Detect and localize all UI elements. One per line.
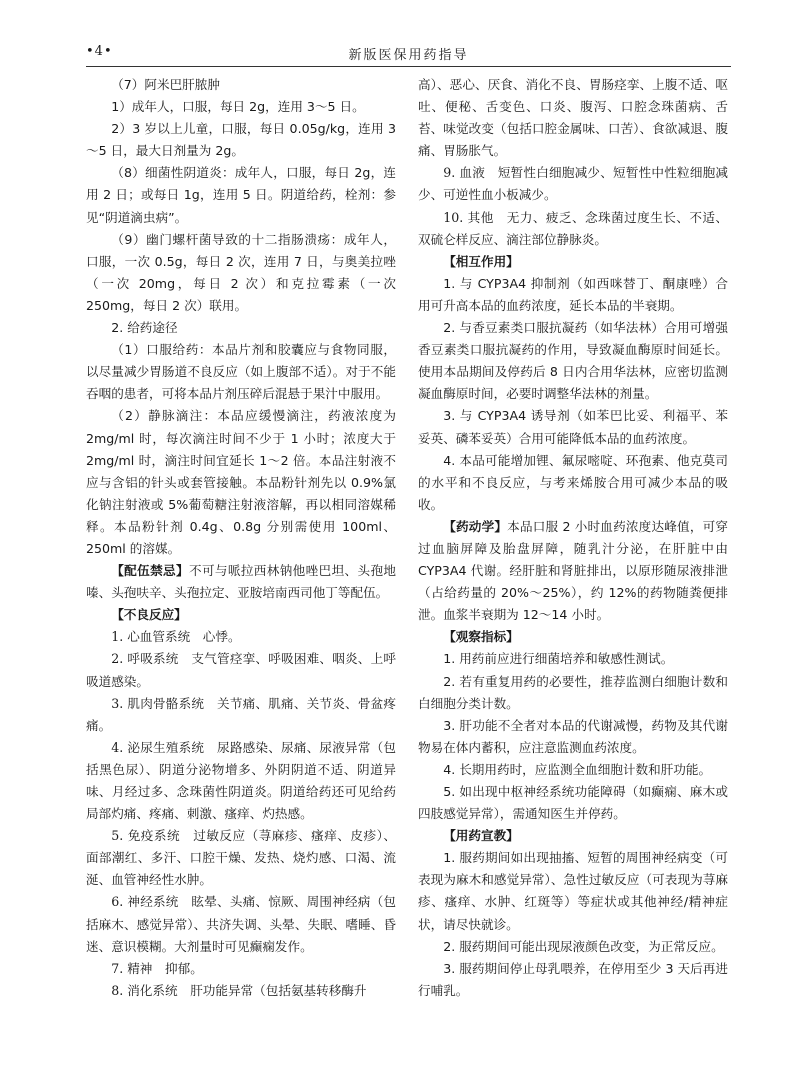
page-header bbox=[86, 44, 731, 66]
adverse-item: 2. 呼吸系统 支气管痉挛、呼吸困难、咽炎、上呼吸道感染。 bbox=[86, 651, 396, 689]
section-adverse-reactions bbox=[86, 604, 396, 626]
paragraph: 1. 与 CYP3A4 抑制剂（如西咪替丁、酮康唑）合用可升高本品的血药浓度，延长本品的半衰期。 bbox=[418, 275, 728, 313]
paragraph: 2. 与香豆素类口服抗凝药（如华法林）合用可增强香豆素类口服抗凝药的作用，导致凝血酶原时间延长。使用本品期间及停药后 8 日内合用华法林，应密切监测凝血酶原时间，必要时调整华法林的剂量。 bbox=[418, 320, 728, 402]
paragraph: 4. 本品可能增加锂、氟尿嘧啶、环孢素、他克莫司的水平和不良反应，与考来烯胺合用可减少本品的吸收。 bbox=[418, 452, 728, 512]
adverse-item: 6. 神经系统 眩晕、头痛、惊厥、周围神经病（包括麻木、感觉异常）、共济失调、头晕、失眠、嗜睡、昏迷、意识模糊。大剂量时可见癫痫发作。 bbox=[86, 894, 396, 954]
adverse-item: 10. 其他 无力、疲乏、念珠菌过度生长、不适、双硫仑样反应、滴注部位静脉炎。 bbox=[418, 209, 728, 247]
adverse-item: 3. 肌肉骨骼系统 关节痛、肌痛、关节炎、骨盆疼痛。 bbox=[86, 695, 396, 733]
adverse-item: 5. 免疫系统 过敏反应（荨麻疹、瘙痒、皮疹）、面部潮红、多汗、口腔干燥、发热、烧灼感、口渴、流涎、血管神经性水肿。 bbox=[86, 828, 396, 888]
section-heading: 【不良反应】 bbox=[111, 607, 187, 623]
page-number: •4• bbox=[86, 44, 113, 59]
section-interactions bbox=[418, 251, 728, 273]
paragraph: （8）细菌性阴道炎：成年人，口服，每日 2g，连用 2 日；或每日 1g，连用 5 日。阴道给药，栓剂：参见“阴道滴虫病”。 bbox=[86, 165, 396, 225]
section-pharmacokinetics: 【药动学】本品口服 2 小时血药浓度达峰值，可穿过血脑屏障及胎盘屏障，随乳汁分泌，在肝脏中由 CYP3A4 代谢。经肝脏和肾脏排出，以原形随尿液排泄（占给药量的 20%～25%），约 12%的药物随粪便排泄。血浆半衰期为 12～14 小时。 bbox=[418, 518, 728, 623]
adverse-item: 1. 心血管系统 心悸。 bbox=[111, 629, 241, 645]
paragraph: （9）幽门螺杆菌导致的十二指肠溃疡：成年人，口服，一次 0.5g，每日 2 次，连用 7 日，与奥美拉唑（一次 20mg，每日 2 次）和克拉霉素（一次 250mg，每日 2 次）联用。 bbox=[86, 231, 396, 313]
adverse-item: 4. 泌尿生殖系统 尿路感染、尿痛、尿液异常（包括黑色尿）、阴道分泌物增多、外阴阴道不适、阴道异味、月经过多、念珠菌性阴道炎。阴道给药还可见给药局部灼痛、疼痛、刺激、瘙痒、灼热感。 bbox=[86, 739, 396, 822]
section-heading: 【观察指标】 bbox=[443, 629, 519, 645]
section-heading: 【相互作用】 bbox=[443, 253, 519, 269]
paragraph: 2）3 岁以上儿童，口服，每日 0.05g/kg，连用 3～5 日，最大日剂量为 2g。 bbox=[86, 121, 396, 159]
section-heading: 【配伍禁忌】 bbox=[111, 563, 189, 579]
section-patient-education bbox=[418, 825, 728, 847]
adverse-item: 8. 消化系统 肝功能异常（包括氨基转移酶升 bbox=[111, 982, 367, 998]
paragraph: 4. 长期用药时，应监测全血细胞计数和肝功能。 bbox=[443, 761, 712, 777]
section-heading: 【用药宣教】 bbox=[443, 828, 519, 844]
paragraph: 3. 与 CYP3A4 诱导剂（如苯巴比妥、利福平、苯妥英、磷苯妥英）合用可能降低本品的血药浓度。 bbox=[418, 408, 728, 446]
header-rule bbox=[86, 66, 731, 67]
paragraph: 1. 服药期间如出现抽搐、短暂的周围神经病变（可表现为麻木和感觉异常）、急性过敏反应（可表现为荨麻疹、瘙痒、水肿、红斑等）等症状或其他神经/精神症状，请尽快就诊。 bbox=[418, 850, 728, 932]
paragraph: 1）成年人，口服，每日 2g，连用 3～5 日。 bbox=[111, 99, 365, 115]
paragraph: 3. 服药期间停止母乳喂养，在停用至少 3 天后再进行哺乳。 bbox=[418, 960, 728, 998]
paragraph: 2. 若有重复用药的必要性，推荐监测白细胞计数和白细胞分类计数。 bbox=[418, 673, 728, 711]
adverse-item: 7. 精神 抑郁。 bbox=[111, 960, 203, 976]
paragraph: 5. 如出现中枢神经系统功能障碍（如癫痫、麻木或四肢感觉异常），需通知医生并停药。 bbox=[418, 784, 728, 822]
left-column bbox=[86, 74, 396, 1064]
section-compatibility: 【配伍禁忌】不可与哌拉西林钠他唑巴坦、头孢地嗪、头孢呋辛、头孢拉定、亚胺培南西司他丁等配伍。 bbox=[86, 563, 396, 601]
paragraph: 2. 服药期间可能出现尿液颜色改变，为正常反应。 bbox=[443, 938, 724, 954]
paragraph: 1. 用药前应进行细菌培养和敏感性测试。 bbox=[443, 651, 674, 667]
paragraph: （1）口服给药：本品片剂和胶囊应与食物同服，以尽量减少胃肠道不良反应（如上腹部不适）。对于不能吞咽的患者，可将本品片剂压碎后混悬于果汁中服用。 bbox=[86, 342, 396, 402]
running-title: 新版医保用药指导 bbox=[348, 48, 469, 63]
paragraph: 高）、恶心、厌食、消化不良、胃肠痉挛、上腹不适、呕吐、便秘、舌变色、口炎、腹泻、口腔念珠菌病、舌苔、味觉改变（包括口腔金属味、口苦）、食欲减退、腹痛、胃肠胀气。 bbox=[418, 77, 728, 159]
paragraph: （7）阿米巴肝脓肿 bbox=[111, 77, 220, 92]
paragraph: 3. 肝功能不全者对本品的代谢减慢，药物及其代谢物易在体内蓄积，应注意监测血药浓度。 bbox=[418, 717, 728, 755]
section-heading: 【药动学】 bbox=[443, 518, 508, 534]
section-monitoring bbox=[418, 626, 728, 648]
paragraph: （2）静脉滴注：本品应缓慢滴注，药液浓度为 2mg/ml 时，每次滴注时间不少于 1 小时；浓度大于 2mg/ml 时，滴注时间宜延长 1～2 倍。本品注射液不应与含铝的针头或套管接触。本品粉针剂先以 0.9%氯化钠注射液或 5%葡萄糖注射液溶解，再以相同溶媒稀释。本品粉针剂 0.4g、0.8g 分别需使用 100ml、250ml 的溶媒。 bbox=[86, 408, 396, 556]
right-column bbox=[418, 74, 728, 1064]
paragraph: 2. 给药途径 bbox=[111, 320, 178, 336]
adverse-item: 9. 血液 短暂性白细胞减少、短暂性中性粒细胞减少、可逆性血小板减少。 bbox=[418, 165, 728, 203]
